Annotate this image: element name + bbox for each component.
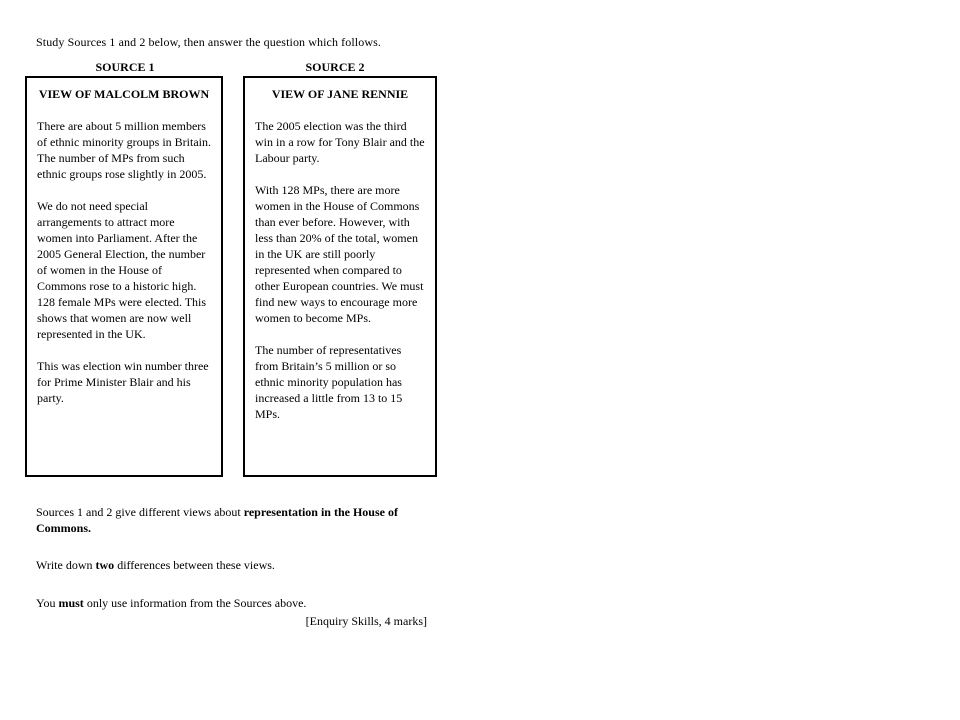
question-line-1-text: Sources 1 and 2 give different views about <box>36 505 244 519</box>
source-1-paragraph: This was election win number three for Prime Minister Blair and his party. <box>37 359 209 405</box>
source-2-label: SOURCE 2 <box>305 60 365 74</box>
source-2-title: VIEW OF JANE RENNIE <box>271 87 409 101</box>
source-2-paragraph: With 128 MPs, there are more women in the House of Commons than ever before. However, with less than 20% of the total, women in the UK are still poorly represented when compared to other European countries. We must find new ways to encourage more women to become MPs. <box>255 183 424 325</box>
question-line-1 <box>36 504 436 536</box>
marks-label: [Enquiry Skills, 4 marks] <box>305 614 427 628</box>
source-1-paragraph: We do not need special arrangements to attract more women into Parliament. After the 2005 General Election, the number of women in the House of Commons rose to a historic high. 128 female MPs were elected. This shows that women are now well represented in the UK. <box>37 199 207 341</box>
question-emphasis-two: two <box>95 558 115 572</box>
source-1-title: VIEW OF MALCOLM BROWN <box>38 87 210 101</box>
question-line-2 <box>36 557 436 573</box>
question-emphasis-must: must <box>58 596 84 610</box>
source-2-paragraph: The 2005 election was the third win in a row for Tony Blair and the Labour party. <box>255 119 425 165</box>
source-1-box <box>25 76 223 477</box>
source-2-box <box>243 76 437 477</box>
question-line-2-text: Write down <box>36 558 96 572</box>
source-1-label: SOURCE 1 <box>95 60 155 74</box>
question-line-3 <box>36 595 436 611</box>
question-line-3-end: only use information from the Sources above. <box>83 596 307 610</box>
instruction-text: Study Sources 1 and 2 below, then answer the question which follows. <box>36 35 381 49</box>
question-line-2-end: differences between these views. <box>114 558 275 572</box>
question-topic: representation in the House of Commons. <box>36 505 398 535</box>
source-2-paragraph: The number of representatives from Britain’s 5 million or so ethnic minority population has increased a little from 13 to 15 MPs. <box>255 343 403 421</box>
source-1-paragraph: There are about 5 million members of ethnic minority groups in Britain. The number of MPs from such ethnic groups rose slightly in 2005. <box>37 119 211 181</box>
question-line-3-text: You <box>36 596 59 610</box>
